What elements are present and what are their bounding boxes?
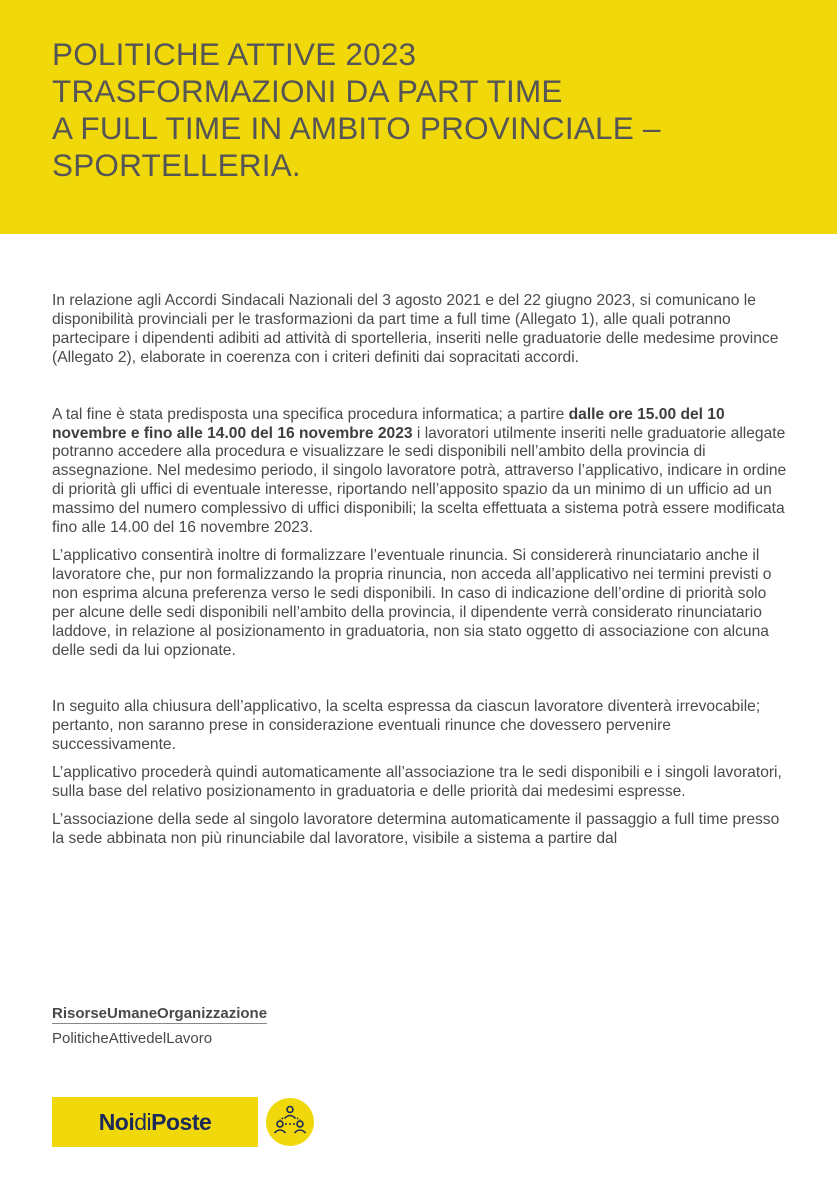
title-line-1: POLITICHE ATTIVE 2023 [52,36,417,72]
logo-text-noi: Noi [98,1108,135,1135]
paragraph-intro: In relazione agli Accordi Sindacali Nazionali del 3 agosto 2021 e del 22 giugno 2023, si comunicano le disponibilità provinciali per le trasformazioni da part time a full time (Allegato 1), alle quali potranno partecipare i dipendenti adibiti ad attività di sportelleria, inseriti nelle graduatorie delle medesime province (Allegato 2), elaborate in coerenza con i criteri definiti dai sopracitati accordi. [52,292,779,366]
signature-department: RisorseUmaneOrganizzazione [52,1005,268,1022]
paragraph-full-time: L’associazione della sede al singolo lavoratore determina automaticamente il passaggio a full time presso la sede abbinata non più rinunciabile dal lavoratore, visibile a sistema a partire dal [52,810,780,847]
noidiposte-logo [52,1097,258,1147]
logo-text-di: di [134,1108,152,1135]
signature-unit: PoliticheAttivedelLavoro [52,1030,213,1047]
signature-block [52,1003,267,1050]
paragraph-irrevocabile: In seguito alla chiusura dell’applicativo, la scelta espressa da ciascun lavoratore diventerà irrevocabile; pertanto, non saranno prese in considerazione eventuali rinunce che dovessero pervenire successivamente. [52,698,761,754]
paragraph-rinuncia: L’applicativo consentirà inoltre di formalizzare l’eventuale rinuncia. Si considererà rinunciatario anche il lavoratore che, pur non formalizzando la propria rinuncia, non acceda all’applicativo nei termini previsti o non esprima alcuna preferenza verso le sedi disponibili. In caso di indicazione dell’ordine di priorità solo per alcune delle sedi disponibili nell’ambito della provincia, il dipendente verrà considerato rinunciatario laddove, in relazione al posizionamento in graduatoria, non sia stato oggetto di associazione con alcuna delle sedi da lui opzionate. [52,546,772,659]
procedure-text-start: A tal fine è stata predisposta una specifica procedura informatica; a partire [52,405,569,423]
page-title [52,36,661,184]
paragraph-procedure [52,406,792,538]
logo-text-poste: Poste [151,1108,212,1135]
title-line-4: SPORTELLERIA. [52,147,301,183]
procedure-text-end: i lavoratori utilmente inseriti nelle graduatorie allegate potranno accedere alla procedura e visualizzare le sedi disponibili nell’ambito della provincia di assegnazione. Nel medesimo periodo, il singolo lavoratore potrà, attraverso l’applicativo, indicare in ordine di priorità gli uffici di eventuale interesse, riportando nell’apposito spazio da un minimo di un ufficio ad un massimo del numero complessivo di uffici disponibili; la scelta effettuata a sistema potrà essere modificata fino alle 14.00 del 16 novembre 2023. [52,424,787,537]
title-line-2: TRASFORMAZIONI DA PART TIME [52,73,563,109]
people-network-icon [265,1097,315,1147]
header-banner [0,0,837,234]
document-body [52,292,792,858]
procedure-dates: dalle ore 15.00 del 10 novembre e fino alle 14.00 del 16 novembre 2023 [52,405,725,442]
paragraph-associazione: L’applicativo procederà quindi automaticamente all’associazione tra le sedi disponibili e i singoli lavoratori, sulla base del relativo posizionamento in graduatoria e delle priorità dai medesimi espresse. [52,764,782,801]
title-line-3: A FULL TIME IN AMBITO PROVINCIALE – [52,110,661,146]
